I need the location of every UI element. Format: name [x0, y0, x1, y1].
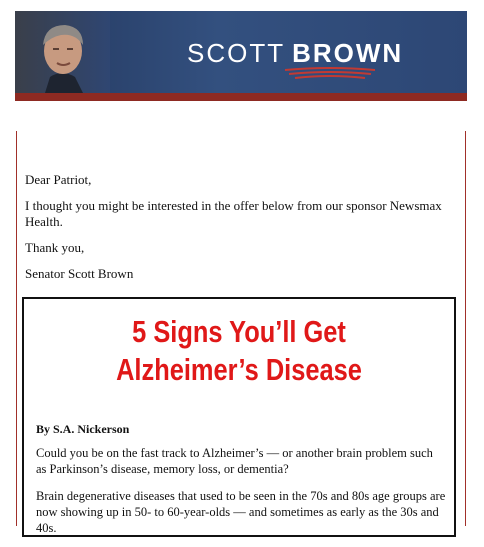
ad-headline-line1: 5 Signs You’ll Get [132, 314, 346, 349]
right-border [465, 131, 466, 526]
greeting: Dear Patriot, [25, 172, 92, 187]
email-banner [15, 11, 467, 93]
flag-stripes-icon [285, 67, 375, 81]
candidate-portrait [15, 11, 110, 93]
letter-body [25, 172, 455, 292]
ad-headline[interactable] [63, 313, 416, 389]
sponsor-ad[interactable] [22, 297, 456, 537]
ad-body [36, 445, 446, 547]
intro-text: I thought you might be interested in the offer below from our sponsor Newsmax Health. [25, 198, 442, 229]
thanks-text: Thank you, [25, 240, 85, 255]
brand-first-name: SCOTT [187, 38, 286, 68]
ad-byline: By S.A. Nickerson [36, 422, 130, 436]
banner-red-bar [15, 93, 467, 101]
left-border [16, 131, 17, 526]
brand-last-name: BROWN [292, 38, 404, 68]
signature: Senator Scott Brown [25, 266, 134, 281]
ad-paragraph: Could you be on the fast track to Alzheimer’s — or another brain problem such as Parkinson’s disease, memory loss, or dementia? [36, 446, 433, 476]
ad-headline-line2: Alzheimer’s Disease [116, 352, 362, 387]
brand-wordmark [187, 38, 403, 69]
ad-paragraph: Brain degenerative diseases that used to be seen in the 70s and 80s age groups are now showing up in 50- to 60-year-olds — and sometimes as early as the 30s and 40s. [36, 489, 446, 535]
